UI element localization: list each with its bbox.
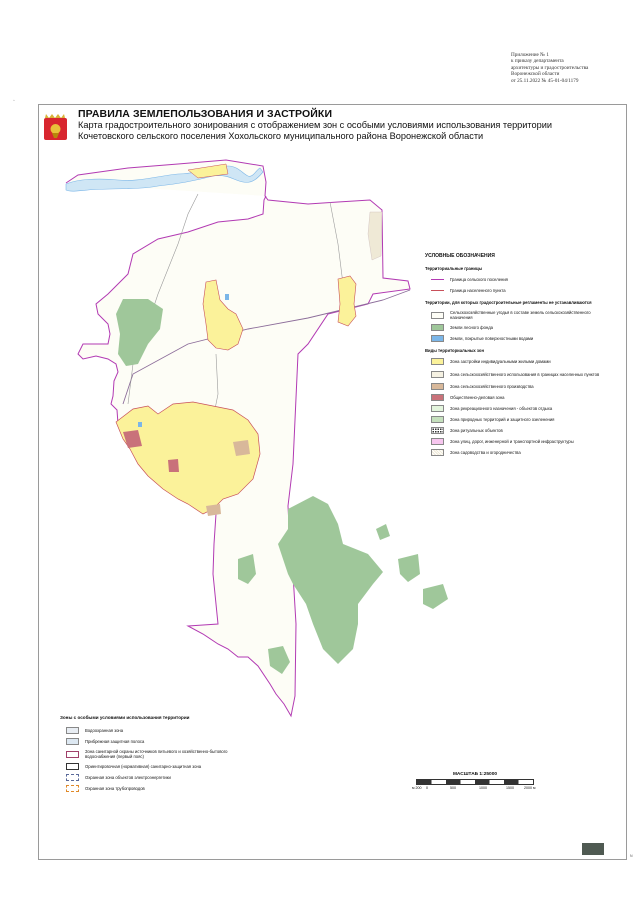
subtitle-line-1: Карта градостроительного зонирования с отображением зон с особыми условиями использования территории	[78, 120, 553, 130]
legend-swatch	[431, 335, 444, 342]
legend	[425, 254, 605, 458]
legend-label: Зона садоводства и огородничества	[450, 450, 521, 455]
corner-mark: ◦	[13, 98, 15, 104]
business-zone	[168, 459, 179, 472]
legend-item	[60, 736, 240, 747]
legend-label: Зона сельскохозяйственного использования в границах населенных пунктов	[450, 371, 600, 377]
appendix-line: Приложение № 1	[511, 52, 549, 58]
scale-tick: 2000 м	[524, 786, 536, 790]
legend-swatch	[431, 394, 444, 401]
legend-swatch	[431, 405, 444, 412]
legend-swatch	[431, 290, 444, 291]
legend-section-title: Территориальные границы	[425, 266, 483, 271]
forest	[398, 554, 420, 582]
legend-swatch	[431, 427, 444, 434]
legend-swatch	[431, 449, 444, 456]
legend-item	[425, 403, 605, 414]
agri-production	[233, 440, 250, 456]
page-number: N	[630, 854, 633, 858]
legend-swatch	[66, 774, 79, 781]
appendix-note	[511, 52, 635, 84]
legend-swatch	[431, 383, 444, 390]
legend-item	[425, 333, 605, 344]
legend-item	[425, 436, 605, 447]
legend-swatch	[66, 785, 79, 792]
legend-item	[425, 322, 605, 333]
legend-label: Ориентировочная (нормативная) санитарно-защитная зона	[85, 764, 202, 769]
legend-swatch	[431, 279, 444, 280]
legend-item	[60, 747, 240, 761]
legend-item	[60, 725, 240, 736]
legend-label: Земли, покрытые поверхностными водами	[450, 336, 534, 341]
legend-label: Граница населенного пункта	[450, 288, 506, 293]
legend-swatch	[431, 438, 444, 445]
legend-item	[60, 761, 240, 772]
legend-swatch	[431, 312, 444, 319]
appendix-line: к приказу департамента	[511, 58, 564, 65]
legend-item	[425, 414, 605, 425]
legend-swatch	[66, 763, 79, 770]
east-settlement	[338, 276, 356, 326]
legend-swatch	[431, 416, 444, 423]
legend-label: Общественно-деловая зона	[450, 395, 505, 400]
legend-item	[425, 285, 605, 296]
legend-item	[60, 772, 240, 783]
legend-label: Прибрежная защитная полоса	[85, 739, 145, 744]
scale-ticks	[412, 785, 536, 790]
legend-item	[425, 308, 605, 322]
legend-label: Охранная зона трубопроводов	[85, 786, 145, 791]
legend-label: Зона рекреационного назначения - объектов отдыха	[450, 406, 553, 411]
legend-swatch	[431, 324, 444, 331]
coat-of-arms	[43, 112, 68, 142]
legend-label: Зона застройки индивидуальными жилыми домами	[450, 359, 551, 364]
legend-label: Зона сельскохозяйственного производства	[450, 384, 534, 389]
pond	[138, 422, 142, 427]
legend-swatch	[66, 738, 79, 745]
scale-tick: 0	[426, 786, 428, 790]
legend-item	[425, 392, 605, 403]
stamp-logo	[582, 843, 604, 855]
subtitle-line-2: Кочетовского сельского поселения Хохольского муниципального района Воронежской области	[78, 131, 484, 141]
legend-label: Водоохранная зона	[85, 728, 124, 733]
legend-label: Земли лесного фонда	[450, 325, 493, 330]
legend-label: Зона улиц, дорог, инженерной и транспортной инфраструктуры	[450, 439, 574, 444]
legend-item	[425, 381, 605, 392]
forest	[376, 524, 390, 540]
map-subtitle	[78, 120, 552, 142]
legend-section-title: Виды территориальных зон	[425, 348, 484, 353]
legend-item	[425, 367, 605, 381]
forest	[423, 584, 448, 609]
legend-item	[425, 425, 605, 436]
legend-label: Граница сельского поселения	[450, 277, 508, 282]
restriction-zones-legend	[60, 715, 240, 794]
legend-label: Зона ритуальных объектов	[450, 428, 503, 433]
scale-tick: 1500	[506, 786, 514, 790]
pond	[225, 294, 229, 300]
appendix-line: Воронежской области	[511, 71, 560, 78]
legend-item	[425, 274, 605, 285]
scale-tick: 1000	[479, 786, 487, 790]
legend-label: Охранная зона объектов электроэнергетики	[85, 775, 171, 780]
scale-label: МАСШТАБ 1:25000	[452, 772, 498, 777]
legend-label: Зона санитарной охраны источников питьевого и хозяйственно-бытового водоснабжения (первый пояс)	[85, 749, 228, 759]
appendix-line: от 25.11.2022 № 45-01-04/1179	[511, 77, 579, 84]
legend-swatch	[431, 371, 444, 378]
legend2-heading: Зоны с особыми условиями использования территории	[60, 715, 190, 720]
scale-tick: 500	[450, 786, 456, 790]
legend-item	[425, 356, 605, 367]
map-title: ПРАВИЛА ЗЕМЛЕПОЛЬЗОВАНИЯ И ЗАСТРОЙКИ	[78, 108, 333, 120]
scale-bar	[410, 772, 540, 790]
legend-item	[60, 783, 240, 794]
legend-label: Сельскохозяйственные угодья в составе земель сельскохозяйственного назначения	[450, 310, 591, 320]
appendix-line: архитектуры и градостроительства	[511, 64, 589, 71]
legend-section-title: Территории, для которых градостроительные регламенты не устанавливаются	[425, 300, 592, 305]
scale-tick: м 200	[412, 786, 422, 790]
legend-item	[425, 447, 605, 458]
agri-production	[206, 504, 221, 516]
legend-label: Зона природных территорий и защитного озеленения	[450, 417, 555, 422]
legend-heading: УСЛОВНЫЕ ОБОЗНАЧЕНИЯ	[425, 253, 495, 259]
legend-swatch	[66, 751, 79, 758]
legend-swatch	[431, 358, 444, 365]
legend-swatch	[66, 727, 79, 734]
